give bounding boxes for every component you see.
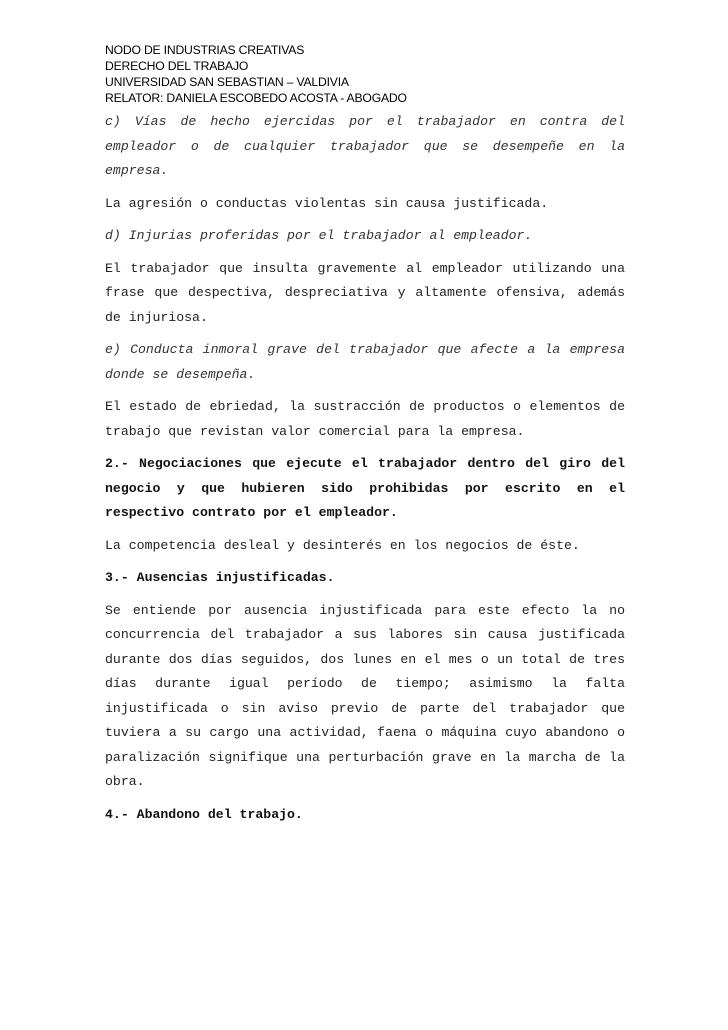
paragraph-c-explanation: La agresión o conductas violentas sin causa justificada. [105, 195, 549, 211]
header-line-2: DERECHO DEL TRABAJO [105, 59, 249, 73]
header-line-3: UNIVERSIDAD SAN SEBASTIAN – VALDIVIA [105, 75, 349, 89]
section-2-heading: 2.- Negociaciones que ejecute el trabajador dentro del giro del negocio y que hubieren sido prohibidas por escrito en el respectivo contrato por el empleador. [105, 456, 625, 520]
paragraph-e-explanation: El estado de ebriedad, la sustracción de productos o elementos de trabajo que revistan valor comercial para la empresa. [105, 399, 625, 439]
paragraph-d-heading: d) Injurias proferidas por el trabajador al empleador. [105, 228, 533, 243]
section-3-explanation: Se entiende por ausencia injustificada para este efecto la no concurrencia del trabajador a sus labores sin causa justificada durante dos días seguidos, dos lunes en el mes o un total de tres días durante igual período de tiempo; asimismo la falta injustificada o sin aviso previo de parte del trabajador que tuviera a su cargo una actividad, faena o máquina cuyo abandono o paralización signifique una perturbación grave en la marcha de la obra. [105, 602, 625, 789]
section-3-heading: 3.- Ausencias injustificadas. [105, 570, 335, 585]
header-line-1: NODO DE INDUSTRIAS CREATIVAS [105, 43, 305, 57]
section-2-explanation: La competencia desleal y desinterés en los negocios de éste. [105, 537, 580, 553]
paragraph-d-explanation: El trabajador que insulta gravemente al empleador utilizando una frase que despectiva, despreciativa y altamente ofensiva, además de injuriosa. [105, 260, 625, 325]
paragraph-e-heading: e) Conducta inmoral grave del trabajador que afecte a la empresa donde se desempeña. [105, 342, 625, 382]
section-4-heading: 4.- Abandono del trabajo. [105, 806, 303, 822]
document-header [105, 42, 407, 106]
header-line-4: RELATOR: DANIELA ESCOBEDO ACOSTA - ABOGADO [105, 91, 407, 105]
document-body [105, 110, 625, 827]
paragraph-c-heading: c) Vías de hecho ejercidas por el trabajador en contra del empleador o de cualquier trabajador que se desempeñe en la empresa. [105, 114, 625, 178]
